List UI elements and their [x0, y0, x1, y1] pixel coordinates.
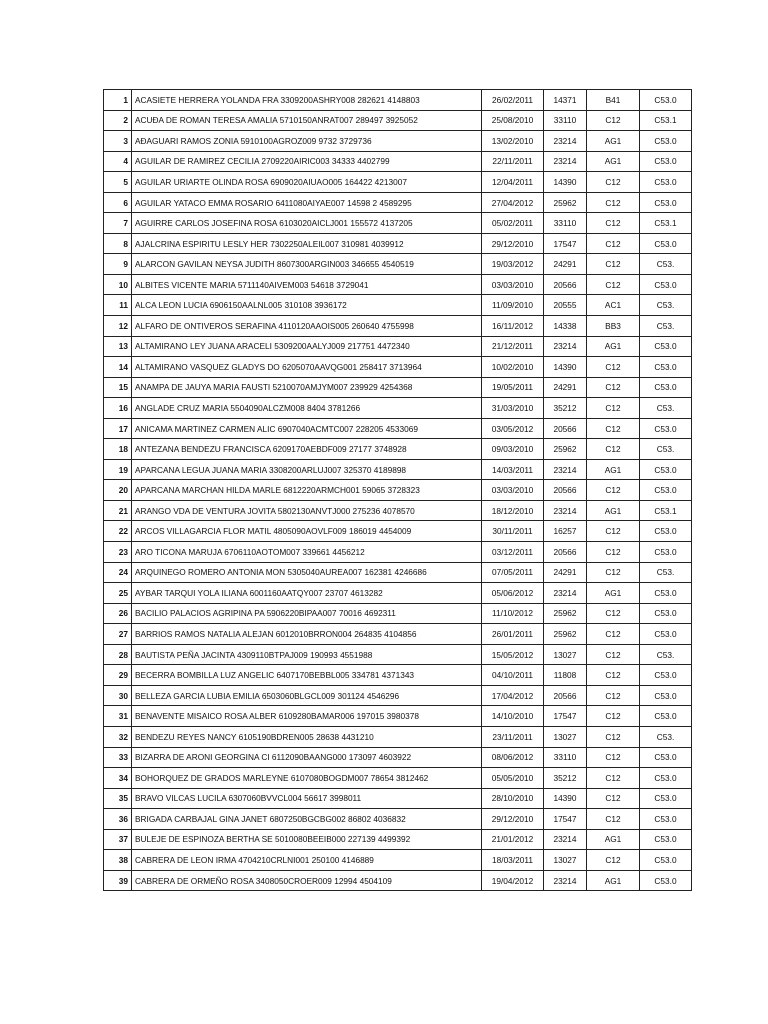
- row-number: 17: [104, 418, 132, 439]
- row-code: 23214: [544, 829, 587, 850]
- row-description: BACILIO PALACIOS AGRIPINA PA 5906220BIPAA007 70016 4692311: [132, 603, 482, 624]
- records-body: [104, 90, 692, 891]
- row-description: BRAVO VILCAS LUCILA 6307060BVVCL004 56617 3998011: [132, 788, 482, 809]
- row-date: 19/04/2012: [482, 870, 544, 891]
- row-description: BAUTISTA PEÑA JACINTA 4309110BTPAJ009 190993 4551988: [132, 644, 482, 665]
- row-classification: C53.0: [640, 829, 692, 850]
- row-number: 18: [104, 439, 132, 460]
- table-row: [104, 747, 692, 768]
- row-date: 08/06/2012: [482, 747, 544, 768]
- row-number: 37: [104, 829, 132, 850]
- row-classification: C53.: [640, 254, 692, 275]
- row-number: 4: [104, 151, 132, 172]
- row-description: ARQUINEGO ROMERO ANTONIA MON 5305040AUREA007 162381 4246686: [132, 562, 482, 583]
- row-date: 22/11/2011: [482, 151, 544, 172]
- row-group: C12: [587, 665, 640, 686]
- table-row: [104, 542, 692, 563]
- row-code: 33110: [544, 110, 587, 131]
- table-row: [104, 336, 692, 357]
- table-row: [104, 829, 692, 850]
- row-date: 19/03/2012: [482, 254, 544, 275]
- row-code: 24291: [544, 562, 587, 583]
- row-code: 25962: [544, 439, 587, 460]
- row-classification: C53.0: [640, 603, 692, 624]
- row-date: 21/12/2011: [482, 336, 544, 357]
- row-number: 29: [104, 665, 132, 686]
- row-date: 09/03/2010: [482, 439, 544, 460]
- row-date: 18/03/2011: [482, 850, 544, 871]
- row-classification: C53.0: [640, 459, 692, 480]
- row-group: AG1: [587, 336, 640, 357]
- row-number: 21: [104, 500, 132, 521]
- row-classification: C53.: [640, 398, 692, 419]
- row-classification: C53.0: [640, 788, 692, 809]
- row-number: 10: [104, 274, 132, 295]
- row-group: C12: [587, 233, 640, 254]
- row-code: 20566: [544, 685, 587, 706]
- row-description: BENAVENTE MISAICO ROSA ALBER 6109280BAMAR006 197015 3980378: [132, 706, 482, 727]
- row-date: 19/05/2011: [482, 377, 544, 398]
- table-row: [104, 768, 692, 789]
- row-classification: C53.0: [640, 809, 692, 830]
- row-number: 23: [104, 542, 132, 563]
- row-number: 3: [104, 131, 132, 152]
- row-classification: C53.0: [640, 192, 692, 213]
- row-classification: C53.0: [640, 521, 692, 542]
- row-date: 05/02/2011: [482, 213, 544, 234]
- row-number: 6: [104, 192, 132, 213]
- row-group: C12: [587, 480, 640, 501]
- row-number: 15: [104, 377, 132, 398]
- row-number: 12: [104, 316, 132, 337]
- row-classification: C53.0: [640, 233, 692, 254]
- row-description: BRIGADA CARBAJAL GINA JANET 6807250BGCBG002 86802 4036832: [132, 809, 482, 830]
- row-description: BELLEZA GARCIA LUBIA EMILIA 6503060BLGCL009 301124 4546296: [132, 685, 482, 706]
- row-description: BIZARRA DE ARONI GEORGINA CI 6112090BAANG000 173097 4603922: [132, 747, 482, 768]
- table-row: [104, 500, 692, 521]
- row-group: C12: [587, 768, 640, 789]
- row-group: C12: [587, 357, 640, 378]
- table-row: [104, 726, 692, 747]
- row-code: 25962: [544, 624, 587, 645]
- row-group: B41: [587, 90, 640, 111]
- row-number: 8: [104, 233, 132, 254]
- table-row: [104, 850, 692, 871]
- row-description: ANICAMA MARTINEZ CARMEN ALIC 6907040ACMTC007 228205 4533069: [132, 418, 482, 439]
- row-number: 28: [104, 644, 132, 665]
- row-code: 35212: [544, 768, 587, 789]
- table-row: [104, 439, 692, 460]
- row-classification: C53.0: [640, 336, 692, 357]
- table-row: [104, 90, 692, 111]
- row-code: 24291: [544, 377, 587, 398]
- row-group: AG1: [587, 583, 640, 604]
- row-number: 14: [104, 357, 132, 378]
- row-date: 03/03/2010: [482, 274, 544, 295]
- row-group: C12: [587, 439, 640, 460]
- row-classification: C53.: [640, 644, 692, 665]
- row-code: 14390: [544, 172, 587, 193]
- row-classification: C53.0: [640, 624, 692, 645]
- row-number: 16: [104, 398, 132, 419]
- row-number: 38: [104, 850, 132, 871]
- row-classification: C53.0: [640, 665, 692, 686]
- row-description: BOHORQUEZ DE GRADOS MARLEYNE 6107080BOGDM007 78654 3812462: [132, 768, 482, 789]
- row-code: 17547: [544, 233, 587, 254]
- table-row: [104, 459, 692, 480]
- row-code: 33110: [544, 213, 587, 234]
- table-row: [104, 377, 692, 398]
- row-description: ANAMPA DE JAUYA MARIA FAUSTI 5210070AMJYM007 239929 4254368: [132, 377, 482, 398]
- table-row: [104, 254, 692, 275]
- row-code: 23214: [544, 131, 587, 152]
- row-code: 13027: [544, 644, 587, 665]
- row-number: 19: [104, 459, 132, 480]
- row-number: 34: [104, 768, 132, 789]
- row-number: 7: [104, 213, 132, 234]
- row-number: 30: [104, 685, 132, 706]
- row-date: 29/12/2010: [482, 233, 544, 254]
- row-description: AÐAGUARI RAMOS ZONIA 5910100AGROZ009 9732 3729736: [132, 131, 482, 152]
- row-number: 13: [104, 336, 132, 357]
- row-code: 33110: [544, 747, 587, 768]
- row-date: 25/08/2010: [482, 110, 544, 131]
- row-description: CABRERA DE LEON IRMA 4704210CRLNI001 250100 4146889: [132, 850, 482, 871]
- row-description: AJALCRINA ESPIRITU LESLY HER 7302250ALEIL007 310981 4039912: [132, 233, 482, 254]
- row-group: AG1: [587, 131, 640, 152]
- row-date: 29/12/2010: [482, 809, 544, 830]
- row-number: 22: [104, 521, 132, 542]
- row-code: 16257: [544, 521, 587, 542]
- row-number: 9: [104, 254, 132, 275]
- row-code: 17547: [544, 706, 587, 727]
- row-date: 31/03/2010: [482, 398, 544, 419]
- row-group: C12: [587, 788, 640, 809]
- table-row: [104, 131, 692, 152]
- row-classification: C53.: [640, 316, 692, 337]
- row-group: AG1: [587, 151, 640, 172]
- row-code: 11808: [544, 665, 587, 686]
- row-classification: C53.1: [640, 110, 692, 131]
- row-date: 26/02/2011: [482, 90, 544, 111]
- row-description: BARRIOS RAMOS NATALIA ALEJAN 6012010BRRON004 264835 4104856: [132, 624, 482, 645]
- row-classification: C53.0: [640, 131, 692, 152]
- row-date: 11/09/2010: [482, 295, 544, 316]
- row-code: 25962: [544, 192, 587, 213]
- row-classification: C53.0: [640, 583, 692, 604]
- row-date: 05/06/2012: [482, 583, 544, 604]
- table-row: [104, 706, 692, 727]
- row-description: AGUILAR DE RAMIREZ CECILIA 2709220AIRIC003 34333 4402799: [132, 151, 482, 172]
- row-code: 23214: [544, 870, 587, 891]
- row-code: 25962: [544, 603, 587, 624]
- row-code: 14371: [544, 90, 587, 111]
- row-classification: C53.0: [640, 151, 692, 172]
- row-group: C12: [587, 213, 640, 234]
- row-date: 03/12/2011: [482, 542, 544, 563]
- row-classification: C53.0: [640, 172, 692, 193]
- table-row: [104, 295, 692, 316]
- row-group: C12: [587, 747, 640, 768]
- row-date: 05/05/2010: [482, 768, 544, 789]
- table-row: [104, 480, 692, 501]
- row-code: 23214: [544, 459, 587, 480]
- row-group: C12: [587, 685, 640, 706]
- row-number: 11: [104, 295, 132, 316]
- row-date: 18/12/2010: [482, 500, 544, 521]
- row-description: ACUÐA DE ROMAN TERESA AMALIA 5710150ANRAT007 289497 3925052: [132, 110, 482, 131]
- row-group: C12: [587, 809, 640, 830]
- row-date: 03/03/2010: [482, 480, 544, 501]
- table-row: [104, 233, 692, 254]
- row-number: 25: [104, 583, 132, 604]
- row-code: 14390: [544, 357, 587, 378]
- row-description: ACASIETE HERRERA YOLANDA FRA 3309200ASHRY008 282621 4148803: [132, 90, 482, 111]
- row-code: 20566: [544, 274, 587, 295]
- row-number: 39: [104, 870, 132, 891]
- row-classification: C53.0: [640, 418, 692, 439]
- row-description: ALTAMIRANO LEY JUANA ARACELI 5309200AALYJ009 217751 4472340: [132, 336, 482, 357]
- row-date: 28/10/2010: [482, 788, 544, 809]
- row-date: 11/10/2012: [482, 603, 544, 624]
- row-description: ARCOS VILLAGARCIA FLOR MATIL 4805090AOVLF009 186019 4454009: [132, 521, 482, 542]
- row-number: 2: [104, 110, 132, 131]
- row-group: AG1: [587, 459, 640, 480]
- row-code: 13027: [544, 726, 587, 747]
- row-date: 12/04/2011: [482, 172, 544, 193]
- row-group: AG1: [587, 870, 640, 891]
- row-date: 26/01/2011: [482, 624, 544, 645]
- row-code: 23214: [544, 336, 587, 357]
- row-classification: C53.0: [640, 747, 692, 768]
- row-description: AGUILAR URIARTE OLINDA ROSA 6909020AIUAO005 164422 4213007: [132, 172, 482, 193]
- row-description: ALTAMIRANO VASQUEZ GLADYS DO 6205070AAVQG001 258417 3713964: [132, 357, 482, 378]
- row-number: 33: [104, 747, 132, 768]
- row-date: 03/05/2012: [482, 418, 544, 439]
- row-code: 14338: [544, 316, 587, 337]
- row-code: 23214: [544, 500, 587, 521]
- row-description: ALFARO DE ONTIVEROS SERAFINA 4110120AAOIS005 260640 4755998: [132, 316, 482, 337]
- table-row: [104, 274, 692, 295]
- row-description: AYBAR TARQUI YOLA ILIANA 6001160AATQY007 23707 4613282: [132, 583, 482, 604]
- row-number: 35: [104, 788, 132, 809]
- table-row: [104, 213, 692, 234]
- row-classification: C53.0: [640, 850, 692, 871]
- row-classification: C53.: [640, 726, 692, 747]
- row-classification: C53.0: [640, 357, 692, 378]
- row-description: BULEJE DE ESPINOZA BERTHA SE 5010080BEEIB000 227139 4499392: [132, 829, 482, 850]
- table-row: [104, 624, 692, 645]
- row-date: 17/04/2012: [482, 685, 544, 706]
- row-code: 14390: [544, 788, 587, 809]
- table-row: [104, 172, 692, 193]
- row-description: ARANGO VDA DE VENTURA JOVITA 5802130ANVTJ000 275236 4078570: [132, 500, 482, 521]
- table-row: [104, 603, 692, 624]
- row-date: 15/05/2012: [482, 644, 544, 665]
- row-group: C12: [587, 726, 640, 747]
- row-group: C12: [587, 706, 640, 727]
- row-description: AGUILAR YATACO EMMA ROSARIO 6411080AIYAE007 14598 2 4589295: [132, 192, 482, 213]
- row-group: AG1: [587, 500, 640, 521]
- row-group: C12: [587, 274, 640, 295]
- row-classification: C53.0: [640, 706, 692, 727]
- table-row: [104, 809, 692, 830]
- table-row: [104, 788, 692, 809]
- table-row: [104, 583, 692, 604]
- row-classification: C53.0: [640, 90, 692, 111]
- row-date: 14/10/2010: [482, 706, 544, 727]
- table-row: [104, 398, 692, 419]
- row-description: ALCA LEON LUCIA 6906150AALNL005 310108 3936172: [132, 295, 482, 316]
- row-group: C12: [587, 624, 640, 645]
- row-group: C12: [587, 562, 640, 583]
- table-row: [104, 110, 692, 131]
- row-number: 24: [104, 562, 132, 583]
- row-date: 14/03/2011: [482, 459, 544, 480]
- row-code: 17547: [544, 809, 587, 830]
- row-description: AGUIRRE CARLOS JOSEFINA ROSA 6103020AICLJ001 155572 4137205: [132, 213, 482, 234]
- row-number: 26: [104, 603, 132, 624]
- table-row: [104, 151, 692, 172]
- row-group: C12: [587, 172, 640, 193]
- row-date: 27/04/2012: [482, 192, 544, 213]
- row-description: CABRERA DE ORMEÑO ROSA 3408050CROER009 12994 4504109: [132, 870, 482, 891]
- row-code: 35212: [544, 398, 587, 419]
- row-number: 20: [104, 480, 132, 501]
- row-code: 23214: [544, 583, 587, 604]
- row-number: 36: [104, 809, 132, 830]
- row-group: C12: [587, 110, 640, 131]
- row-group: BB3: [587, 316, 640, 337]
- table-row: [104, 665, 692, 686]
- row-date: 07/05/2011: [482, 562, 544, 583]
- table-row: [104, 192, 692, 213]
- row-date: 04/10/2011: [482, 665, 544, 686]
- row-description: BECERRA BOMBILLA LUZ ANGELIC 6407170BEBBL005 334781 4371343: [132, 665, 482, 686]
- row-group: C12: [587, 542, 640, 563]
- row-code: 20566: [544, 542, 587, 563]
- row-date: 13/02/2010: [482, 131, 544, 152]
- row-description: ALARCON GAVILAN NEYSA JUDITH 8607300ARGIN003 346655 4540519: [132, 254, 482, 275]
- row-classification: C53.0: [640, 870, 692, 891]
- row-code: 20566: [544, 480, 587, 501]
- table-row: [104, 316, 692, 337]
- row-date: 16/11/2012: [482, 316, 544, 337]
- row-number: 5: [104, 172, 132, 193]
- row-description: ALBITES VICENTE MARIA 5711140AIVEM003 54618 3729041: [132, 274, 482, 295]
- row-description: ARO TICONA MARUJA 6706110AOTOM007 339661 4456212: [132, 542, 482, 563]
- row-description: ANTEZANA BENDEZU FRANCISCA 6209170AEBDF009 27177 3748928: [132, 439, 482, 460]
- row-group: C12: [587, 254, 640, 275]
- row-group: C12: [587, 850, 640, 871]
- row-date: 21/01/2012: [482, 829, 544, 850]
- row-group: C12: [587, 398, 640, 419]
- row-code: 24291: [544, 254, 587, 275]
- row-code: 13027: [544, 850, 587, 871]
- table-row: [104, 870, 692, 891]
- row-classification: C53.0: [640, 768, 692, 789]
- row-number: 32: [104, 726, 132, 747]
- table-row: [104, 644, 692, 665]
- row-group: AG1: [587, 829, 640, 850]
- row-code: 20555: [544, 295, 587, 316]
- row-classification: C53.1: [640, 500, 692, 521]
- table-row: [104, 562, 692, 583]
- row-date: 23/11/2011: [482, 726, 544, 747]
- table-row: [104, 685, 692, 706]
- row-group: C12: [587, 192, 640, 213]
- row-number: 31: [104, 706, 132, 727]
- row-classification: C53.0: [640, 480, 692, 501]
- row-group: C12: [587, 418, 640, 439]
- records-table: [103, 89, 692, 891]
- row-classification: C53.0: [640, 542, 692, 563]
- row-classification: C53.: [640, 562, 692, 583]
- row-code: 23214: [544, 151, 587, 172]
- row-classification: C53.: [640, 295, 692, 316]
- row-classification: C53.1: [640, 213, 692, 234]
- row-description: BENDEZU REYES NANCY 6105190BDREN005 28638 4431210: [132, 726, 482, 747]
- row-group: C12: [587, 644, 640, 665]
- row-classification: C53.0: [640, 274, 692, 295]
- row-code: 20566: [544, 418, 587, 439]
- row-classification: C53.0: [640, 685, 692, 706]
- row-number: 27: [104, 624, 132, 645]
- row-date: 30/11/2011: [482, 521, 544, 542]
- table-row: [104, 521, 692, 542]
- row-group: AC1: [587, 295, 640, 316]
- row-group: C12: [587, 377, 640, 398]
- row-description: APARCANA LEGUA JUANA MARIA 3308200ARLUJ007 325370 4189898: [132, 459, 482, 480]
- row-classification: C53.: [640, 439, 692, 460]
- row-classification: C53.0: [640, 377, 692, 398]
- row-description: ANGLADE CRUZ MARIA 5504090ALCZM008 8404 3781266: [132, 398, 482, 419]
- row-group: C12: [587, 603, 640, 624]
- row-date: 10/02/2010: [482, 357, 544, 378]
- table-row: [104, 357, 692, 378]
- table-row: [104, 418, 692, 439]
- row-description: APARCANA MARCHAN HILDA MARLE 6812220ARMCH001 59065 3728323: [132, 480, 482, 501]
- row-number: 1: [104, 90, 132, 111]
- row-group: C12: [587, 521, 640, 542]
